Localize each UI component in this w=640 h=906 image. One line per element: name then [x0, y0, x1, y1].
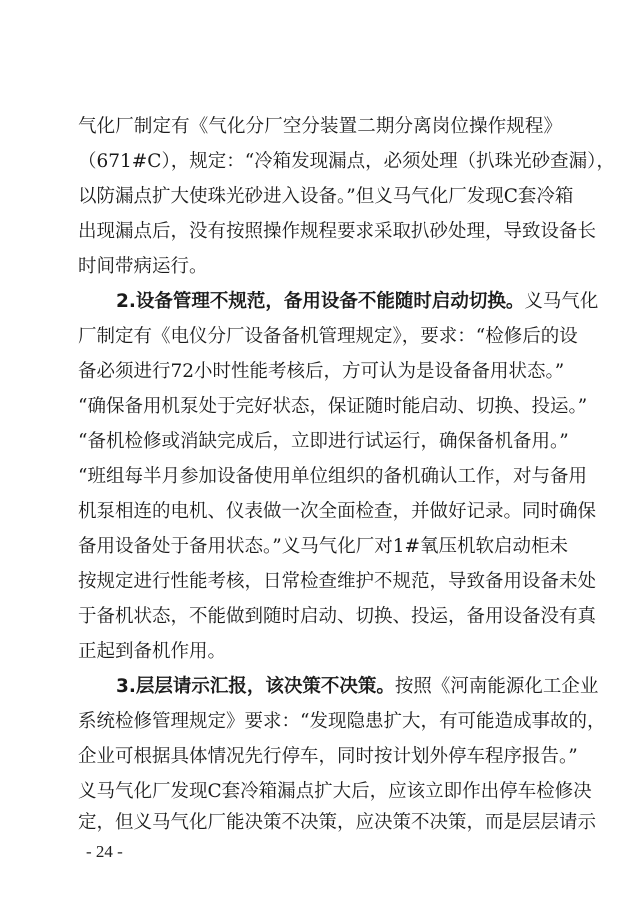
section-heading: 3.层层请示汇报，该决策不决策。 — [116, 676, 395, 697]
text-fragment: 按照《河南能源化工企业 — [394, 676, 599, 697]
text-line: 备用设备处于备用状态。”义马气化厂对1#氧压机软启动柜未 — [78, 536, 568, 557]
text-line: 按规定进行性能考核，日常检查维护不规范，导致备用设备未处 — [78, 571, 597, 592]
text-line: 气化厂制定有《气化分厂空分装置二期分离岗位操作规程》 — [78, 116, 562, 137]
section-heading: 2.设备管理不规范，备用设备不能随时启动切换。 — [116, 291, 525, 312]
text-line: 义马气化厂发现C套冷箱漏点扩大后，应该立即作出停车检修决 — [78, 781, 592, 802]
page-number: - 24 - — [86, 842, 123, 861]
text-line: 定，但义马气化厂能决策不决策，应决策不决策，而是层层请示 — [78, 812, 597, 833]
text-line: “确保备用机泵处于完好状态，保证随时能启动、切换、投运。” — [78, 396, 588, 417]
text-line: “班组每半月参加设备使用单位组织的备机确认工作，对与备用 — [78, 466, 587, 487]
text-line: 备必须进行72小时性能考核后，方可认为是设备备用状态。” — [78, 361, 565, 382]
text-line: “备机检修或消缺完成后，立即进行试运行，确保备机备用。” — [78, 431, 569, 452]
text-line: 企业可根据具体情况先行停车，同时按计划外停车程序报告。” — [78, 746, 578, 767]
text-fragment: 义马气化 — [524, 291, 599, 312]
text-line: 厂制定有《电仪分厂设备备机管理规定》，要求：“检修后的设 — [78, 326, 578, 347]
text-line: 于备机状态，不能做到随时启动、切换、投运，备用设备没有真 — [78, 606, 597, 627]
text-line: 系统检修管理规定》要求：“发现隐患扩大，有可能造成事故的， — [78, 711, 606, 732]
paragraph-first-line — [116, 289, 599, 315]
paragraph-first-line — [116, 674, 599, 700]
text-line: 时间带病运行。 — [78, 256, 208, 277]
text-line: 出现漏点后，没有按照操作规程要求采取扒砂处理，导致设备长 — [78, 221, 597, 242]
text-line: 正起到备机作用。 — [78, 641, 227, 662]
text-line: （671#C），规定：“冷箱发现漏点，必须处理（扒珠光砂查漏）， — [78, 151, 615, 172]
text-line: 机泵相连的电机、仪表做一次全面检查，并做好记录。同时确保 — [78, 501, 597, 522]
text-line: 以防漏点扩大使珠光砂进入设备。”但义马气化厂发现C套冷箱 — [78, 186, 574, 207]
